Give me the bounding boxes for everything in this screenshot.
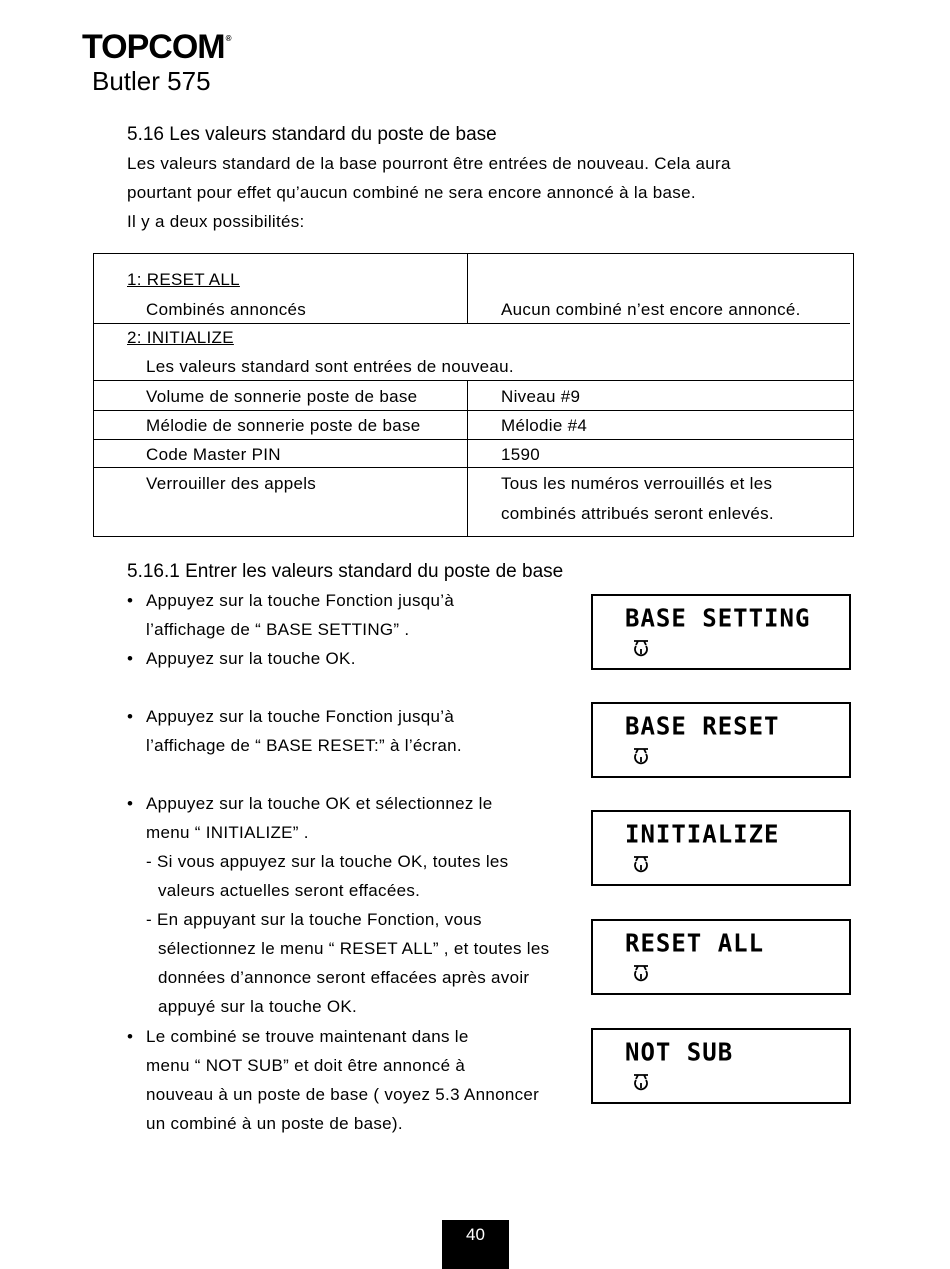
table-row-value: Tous les numéros verrouillés et les (501, 474, 773, 493)
instruction-line: - Si vous appuyez sur la touche OK, toutes les (146, 852, 509, 871)
initialize-note: Les valeurs standard sont entrées de nouveau. (146, 357, 514, 376)
reset-all-heading: 1: RESET ALL (127, 270, 240, 289)
brand-logo (82, 28, 230, 67)
table-row-label: Mélodie de sonnerie poste de base (146, 416, 421, 435)
instruction-line: l’affichage de “ BASE RESET:” à l’écran. (146, 736, 462, 755)
instruction-line: - En appuyant sur la touche Fonction, vous (146, 910, 482, 929)
section-516-line: pourtant pour effet qu’aucun combiné ne sera encore annoncé à la base. (127, 183, 696, 202)
initialize-heading: 2: INITIALIZE (127, 328, 234, 347)
instruction-line: Appuyez sur la touche OK. (146, 649, 356, 668)
handset-icon (631, 963, 651, 985)
bullet-icon: • (127, 707, 134, 726)
lcd-display-initialize (591, 810, 851, 886)
instruction-line: données d’annonce seront effacées après avoir (158, 968, 530, 987)
instruction-line: Appuyez sur la touche Fonction jusqu’à (146, 591, 455, 610)
lcd-text: RESET ALL (625, 928, 765, 958)
section-516-line: Il y a deux possibilités: (127, 212, 305, 231)
instruction-line: valeurs actuelles seront effacées. (158, 881, 421, 900)
instruction-line: Le combiné se trouve maintenant dans le (146, 1027, 469, 1046)
handset-icon (631, 854, 651, 876)
lcd-text: BASE SETTING (625, 603, 811, 633)
instruction-line: un combiné à un poste de base). (146, 1114, 403, 1133)
page-number: 40 (442, 1220, 509, 1269)
table-row-value: Niveau #9 (501, 387, 581, 406)
section-5161-title: 5.16.1 Entrer les valeurs standard du poste de base (127, 561, 564, 582)
brand-name: TOPCOM (82, 28, 225, 66)
instruction-line: menu “ NOT SUB” et doit être annoncé à (146, 1056, 466, 1075)
section-516-line: Les valeurs standard de la base pourront être entrées de nouveau. Cela aura (127, 154, 731, 173)
instruction-line: menu “ INITIALIZE” . (146, 823, 309, 842)
instruction-line: Appuyez sur la touche Fonction jusqu’à (146, 707, 455, 726)
bullet-icon: • (127, 794, 134, 813)
model-name: Butler 575 (92, 66, 211, 96)
registered-mark: ® (225, 34, 231, 43)
table-row-value: Mélodie #4 (501, 416, 588, 435)
handset-icon (631, 638, 651, 660)
lcd-display-not-sub (591, 1028, 851, 1104)
lcd-text: INITIALIZE (625, 819, 780, 849)
lcd-text: NOT SUB (625, 1037, 734, 1067)
reset-all-label: Combinés annoncés (146, 300, 307, 319)
section-516-title: 5.16 Les valeurs standard du poste de base (127, 124, 497, 145)
lcd-display-base-reset (591, 702, 851, 778)
instruction-line: nouveau à un poste de base ( voyez 5.3 Annoncer (146, 1085, 540, 1104)
table-row-value: combinés attribués seront enlevés. (501, 504, 774, 523)
reset-all-value: Aucun combiné n’est encore annoncé. (501, 300, 801, 319)
handset-icon (631, 1072, 651, 1094)
bullet-icon: • (127, 1027, 134, 1046)
lcd-text: BASE RESET (625, 711, 780, 741)
handset-icon (631, 746, 651, 768)
bullet-icon: • (127, 649, 134, 668)
table-row-value: 1590 (501, 445, 541, 464)
table-row-label: Volume de sonnerie poste de base (146, 387, 418, 406)
instruction-line: sélectionnez le menu “ RESET ALL” , et toutes les (158, 939, 550, 958)
instruction-line: appuyé sur la touche OK. (158, 997, 358, 1016)
table-row-label: Code Master PIN (146, 445, 281, 464)
lcd-display-reset-all (591, 919, 851, 995)
table-row-label: Verrouiller des appels (146, 474, 317, 493)
instruction-line: Appuyez sur la touche OK et sélectionnez le (146, 794, 493, 813)
bullet-icon: • (127, 591, 134, 610)
instruction-line: l’affichage de “ BASE SETTING” . (146, 620, 410, 639)
lcd-display-base-setting (591, 594, 851, 670)
